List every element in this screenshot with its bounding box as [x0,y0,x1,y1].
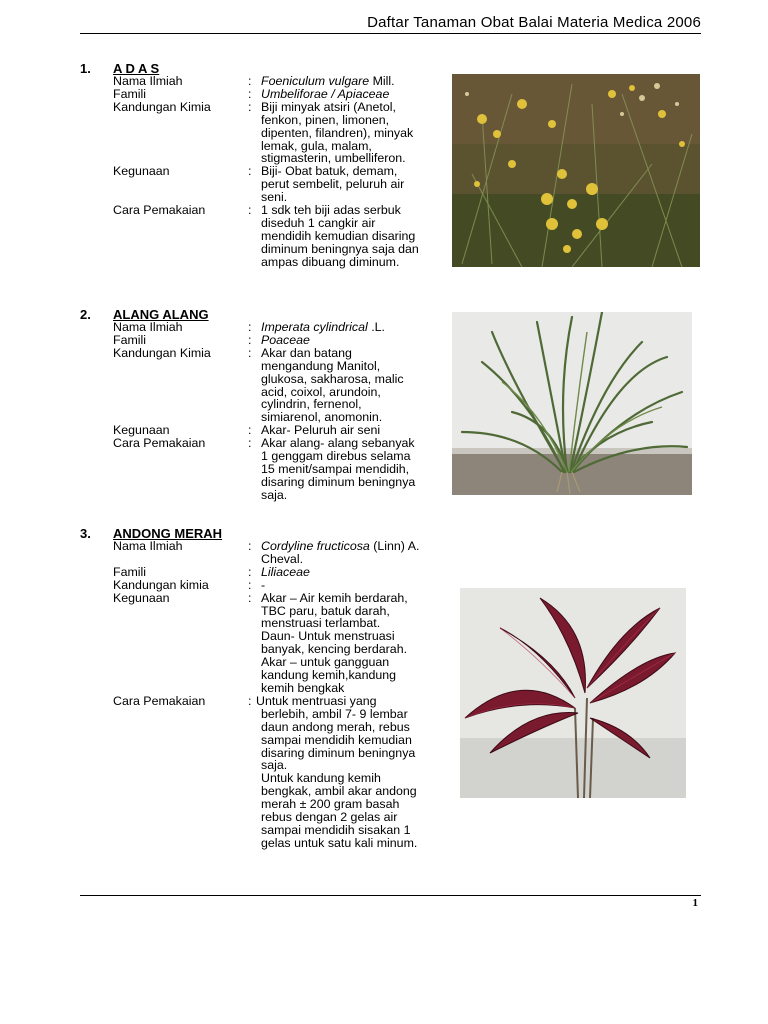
field-row: Kandungan Kimia : Akar dan batang mengandung Manitol, glukosa, sakharosa, malic acid, coixol, arundoin, cylindrin, fernenol, simiarenol, anomonin. [113,347,451,424]
andong-merah-photo-illustration [460,588,686,798]
field-row: Nama Ilmiah : Imperata cylindrical .L. [113,320,385,334]
field-label: Cara Pemakaian [113,436,206,451]
entry-number: 1. [80,61,91,76]
field-value: - [261,577,266,592]
entry-number: 3. [80,526,91,541]
andong-merah-plant-photo [460,588,686,798]
field-row: Nama Ilmiah : Cordyline fructicosa (Linn) A. Cheval. [113,539,420,566]
field-label: Kandungan kimia [113,577,209,592]
footer-rule [80,895,701,896]
field-value: Akar – Air kemih berdarah, TBC paru, batuk darah, menstruasi terlambat. Daun- Untuk menstruasi banyak, kencing berdarah. Akar – untuk gangguan kandung kemih,kandung kemih bengkak [261,590,408,695]
field-value: Biji- Obat batuk, demam, perut sembelit, peluruh air seni. [261,164,405,205]
field-label: Kegunaan [113,164,170,179]
entry-fields [113,75,451,269]
field-row: Cara Pemakaian : 1 sdk teh biji adas serbuk diseduh 1 cangkir air mendidih kemudian disaring diminum beningnya saja dan ampas dibuang diminum. [113,204,451,269]
document-header: Daftar Tanaman Obat Balai Materia Medica 2006 [367,14,701,31]
field-label: Famili [113,332,147,347]
field-row: Nama Ilmiah : Foeniculum vulgare Mill. [113,74,395,88]
entry-title: ALANG ALANG [113,307,209,322]
family-value: Umbeliforae / Apiaceae [261,86,390,101]
field-value: 1 sdk teh biji adas serbuk diseduh 1 cangkir air mendidih kemudian disaring diminum beningnya saja dan ampas dibuang diminum. [261,203,419,269]
field-row: Kegunaan : Akar – Air kemih berdarah, TBC paru, batuk darah, menstruasi terlambat. Daun- Untuk menstruasi banyak, kencing berdarah. Akar – untuk gangguan kandung kemih,kandung kemih bengkak [113,592,451,695]
scientific-name: Foeniculum vulgare [261,74,370,88]
adas-plant-photo [452,74,700,267]
alang-alang-photo-illustration [452,312,692,495]
field-label: Nama Ilmiah [113,320,183,334]
field-label: Kegunaan [113,423,170,438]
field-label: Nama Ilmiah [113,539,183,553]
field-label: Kegunaan [113,590,170,605]
field-row: Kandungan Kimia : Biji minyak atsiri (Anetol, fenkon, pinen, limonen, dipenten, filandren), minyak lemak, gula, malam, stigmasterin, umbelliferon. [113,101,451,166]
field-row: Famili : Liliaceae [113,566,451,579]
header-rule [80,33,701,34]
field-label: Famili [113,564,147,579]
entry-title: A D A S [113,61,160,76]
entry-fields [113,321,451,502]
adas-photo-illustration [452,74,700,267]
entry-title: ANDONG MERAH [113,526,223,541]
scientific-name: Imperata cylindrical [261,320,368,334]
field-row: Kegunaan : Biji- Obat batuk, demam, perut sembelit, peluruh air seni. [113,165,451,204]
scientific-name: Cordyline fructicosa [261,539,370,553]
field-value: Akar alang- alang sebanyak 1 genggam direbus selama 15 menit/sampai mendidih, disaring diminum beningnya saja. [261,436,416,502]
field-row: Famili : Umbeliforae / Apiaceae [113,88,451,101]
field-row: Kandungan kimia : - [113,579,451,592]
field-label: Famili [113,86,147,101]
field-row: Kegunaan : Akar- Peluruh air seni [113,424,451,437]
field-value: Akar- Peluruh air seni [261,423,381,438]
field-value: Biji minyak atsiri (Anetol, fenkon, pinen, limonen, dipenten, filandren), minyak lemak, gula, malam, stigmasterin, umbelliferon. [261,99,414,166]
field-label: Cara Pemakaian [113,693,206,708]
field-row: Cara Pemakaian : Akar alang- alang sebanyak 1 genggam direbus selama 15 menit/sampai mendidih, disaring diminum beningnya saja. [113,437,451,502]
page-number: 1 [692,897,698,909]
alang-alang-plant-photo [452,312,692,495]
field-value: Akar dan batang mengandung Manitol, glukosa, sakharosa, malic acid, coixol, arundoin, cylindrin, fernenol, simiarenol, anomonin. [261,345,404,425]
field-label: Nama Ilmiah [113,74,183,88]
field-row: Cara Pemakaian : Untuk mentruasi yang berlebih, ambil 7- 9 lembar daun andong merah, rebus sampai mendidih kemudian disaring diminum beningnya saja. Untuk kandung kemih bengkak, ambil akar andong merah ± 200 gram basah rebus dengan 2 gelas air sampai mendidih sisakan 1 gelas untuk satu kali minum. [113,695,451,850]
entry-number: 2. [80,307,91,322]
field-label: Cara Pemakaian [113,203,206,218]
field-row: Famili : Poaceae [113,334,451,347]
entry-fields [113,540,451,850]
field-label: Kandungan Kimia [113,345,211,360]
family-value: Poaceae [261,332,310,347]
family-value: Liliaceae [261,564,310,579]
field-value: Untuk mentruasi yang berlebih, ambil 7- 9 lembar daun andong merah, rebus sampai mendidih kemudian disaring diminum beningnya saja. Untuk kandung kemih bengkak, ambil akar andong merah ± 200 gram basah rebus dengan 2 gelas air sampai mendidih sisakan 1 gelas untuk satu kali minum. [256,693,418,850]
field-label: Kandungan Kimia [113,99,211,114]
